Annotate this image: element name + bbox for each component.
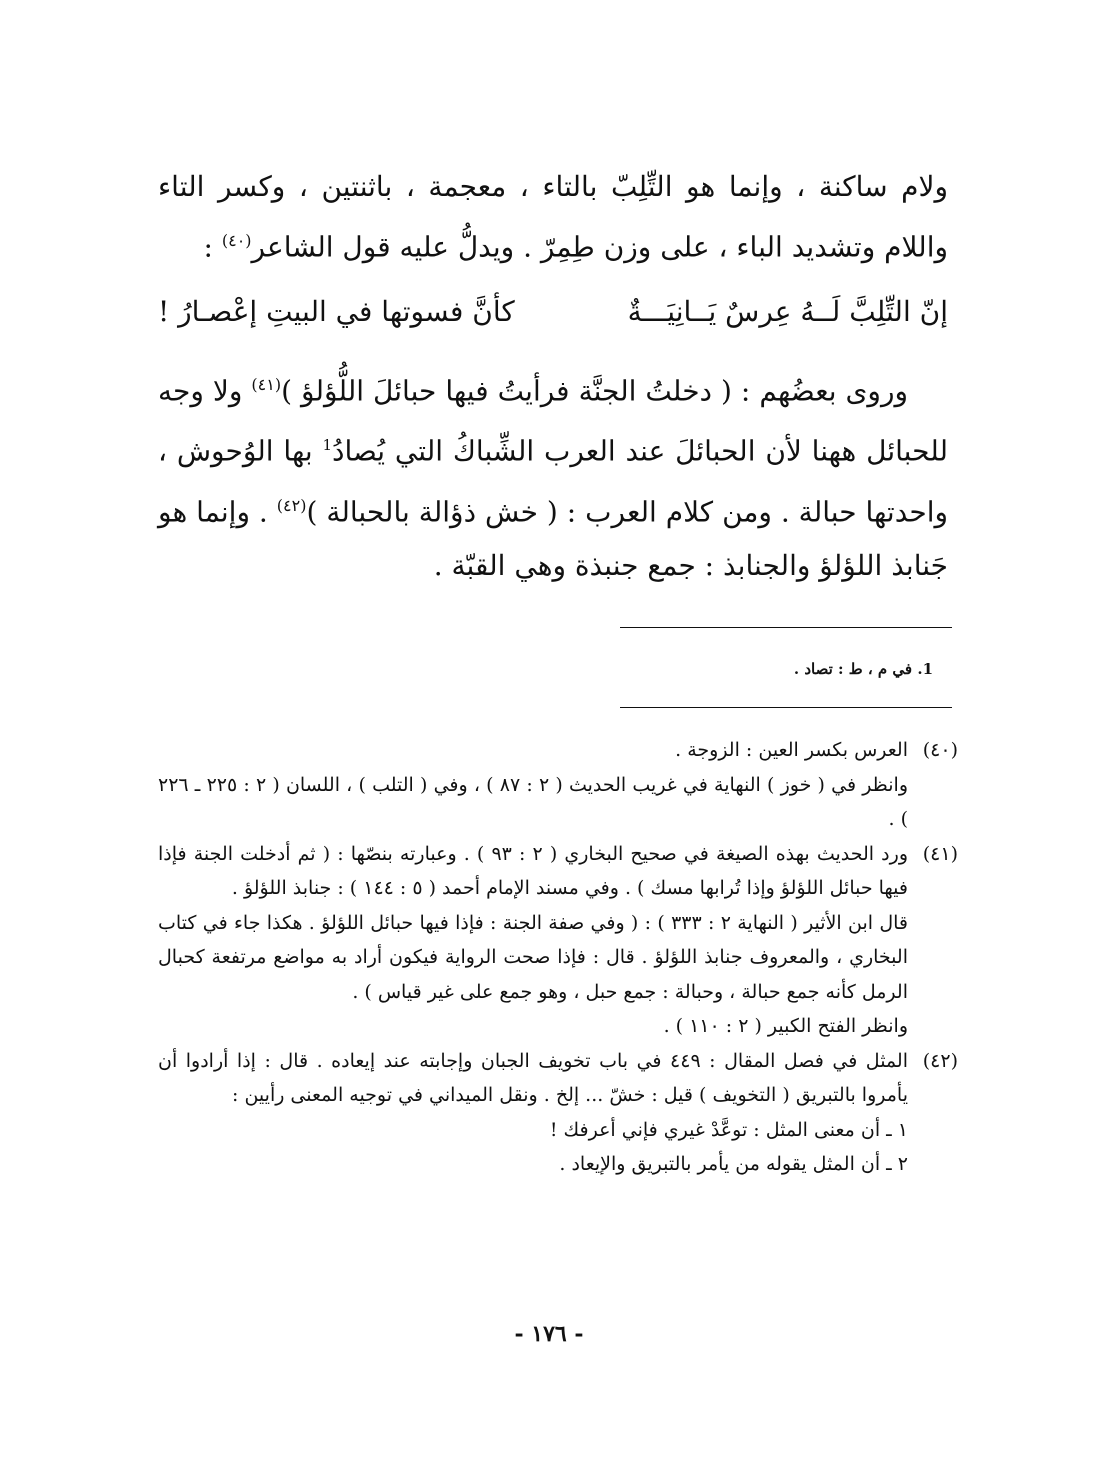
footnote-divider-top xyxy=(620,627,952,628)
footnote-line: ورد الحديث بهذه الصيغة في صحيح البخاري ( ٢ : ٩٣ ) . وعبارته بنصّها : ( ثم أدخلت الجنة فإذا فيها حبائل اللؤلؤ وإذا تُرابها مسك ) . وفي مسند الإمام أحمد ( ٥ : ١٤٤ ) : جنابذ اللؤلؤ . xyxy=(158,842,908,899)
footnote-line: العرس بكسر العين : الزوجة . xyxy=(675,739,908,761)
paragraph-text: ولام ساكنة ، وإنما هو التِّلِبّ بالتاء ، معجمة ، باثنتين ، وكسر التاء واللام وتشديد الباء ، على وزن طِمِرّ . ويدلُّ عليه قول الشاعر xyxy=(158,170,948,264)
main-paragraph-2 xyxy=(158,358,948,593)
footnote-number: (٤٠) xyxy=(922,739,958,761)
editor-note: 1. في م ، ط : تصاد . xyxy=(793,660,933,678)
paragraph-text: وروى بعضُهم : ( دخلتُ الجنَّة فرأيتُ فيها حبائلَ اللُّؤلؤ ) xyxy=(281,374,908,408)
footnote-ref-40[interactable]: (٤٠) xyxy=(221,231,252,250)
paragraph-text: ولا وجه للحبائل ههنا لأن الحبائلَ عند العرب الشِّباكُ التي يُصادُ xyxy=(158,374,948,468)
footnote-40 xyxy=(158,733,958,837)
paragraph-text: بها الوُحوش ، واحدتها حبالة . ومن كلام العرب : ( خش ذؤالة بالحبالة ) xyxy=(158,434,948,528)
footnote-41 xyxy=(158,837,958,1044)
main-paragraph-1 xyxy=(158,160,948,274)
footnote-line: ٢ ـ أن المثل يقوله من يأمر بالتبريق والإيعاد . xyxy=(559,1153,908,1175)
page-number: - ١٧٦ - xyxy=(514,1321,584,1347)
footnote-number: (٤١) xyxy=(922,842,958,865)
footnote-line: المثل في فصل المقال : ٤٤٩ في باب تخويف الجبان وإجابته عند إيعاده . قال : إذا أرادوا أن يأمروا بالتبريق ( التخويف ) قيل : خشّ ... إلخ . ونقل الميداني في توجيه المعنى رأيين : xyxy=(158,1049,908,1106)
footnote-number: (٤٢) xyxy=(922,1049,958,1072)
footnote-divider-bottom xyxy=(620,707,952,708)
footnotes-section xyxy=(158,733,958,1182)
footnote-line: ١ ـ أن معنى المثل : توعَّدْ غيري فإني أعرفك ! xyxy=(549,1118,908,1141)
footnote-ref-42[interactable]: (٤٢) xyxy=(276,495,307,515)
footnote-42 xyxy=(158,1044,958,1182)
footnote-ref-41[interactable]: (٤١) xyxy=(251,375,282,394)
footnote-line: قال ابن الأثير ( النهاية ٢ : ٣٣٣ ) : ( وفي صفة الجنة : فإذا فيها حبائل اللؤلؤ . هكذا جاء في كتاب البخاري ، والمعروف جنابذ اللؤلؤ . قال : فإذا صحت الرواية فيكون أراد به مواضع مرتفعة كحبال الرمل كأنه جمع حبالة ، وحبالة : جمع حبل ، وهو جمع على غير قياس ) . xyxy=(158,911,909,1003)
poetry-verse xyxy=(158,284,948,340)
footnote-line: وانظر الفتح الكبير ( ٢ : ١١٠ ) . xyxy=(663,1015,908,1037)
editor-note-ref[interactable]: 1 xyxy=(322,436,333,455)
paragraph-text-end: : xyxy=(203,230,222,264)
verse-hemistich-first: إنّ التِّلِبَّ لَــهُ عِرسٌ يَــانِيَـــةٌ xyxy=(627,295,948,328)
paragraph-text-end: . وإنما هو جَنابذ اللؤلؤ والجنابذ : جمع جنبذة وهي القبّة . xyxy=(158,494,948,582)
verse-hemistich-second: كأنَّ فسوتها في البيتِ إعْصـارُ ! xyxy=(158,295,515,328)
footnote-line: وانظر في ( خوز ) النهاية في غريب الحديث ( ٢ : ٨٧ ) ، وفي ( التلب ) ، اللسان ( ٢ : ٢٢٥ ـ ٢٢٦ ) . xyxy=(158,773,909,830)
